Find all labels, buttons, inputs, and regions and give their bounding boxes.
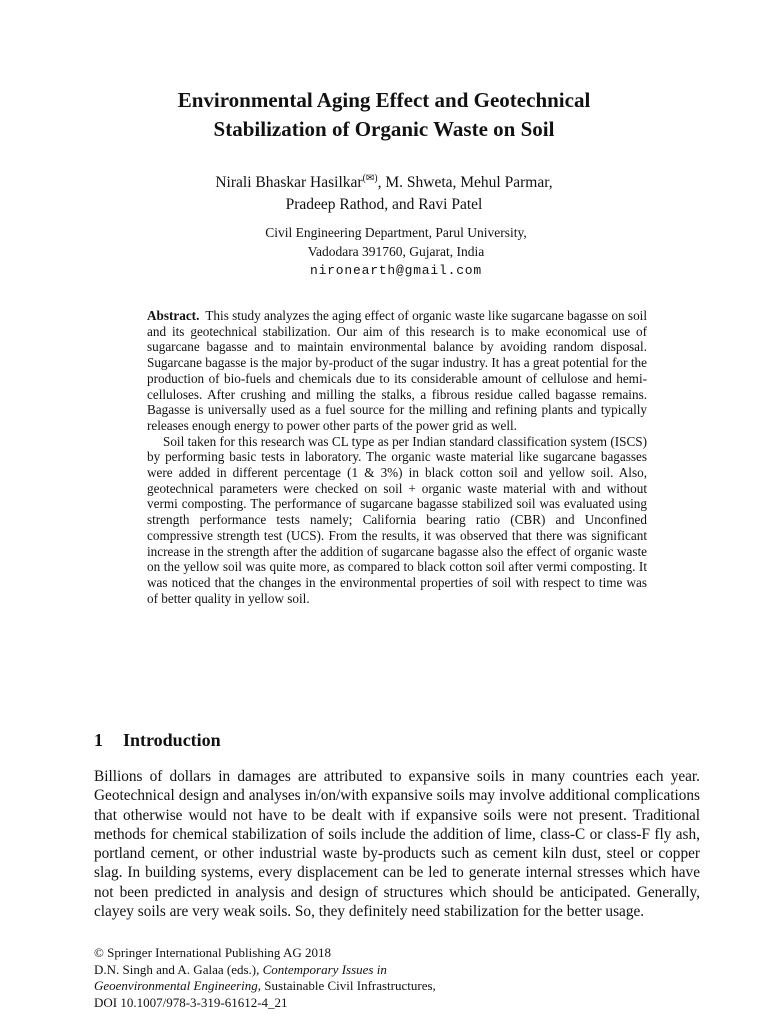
editors-line [94, 962, 436, 979]
authors-line-1-rest: , M. Shweta, Mehul Parmar, [377, 174, 553, 191]
book-series-line [94, 978, 436, 995]
abstract-label: Abstract. [147, 308, 200, 323]
publication-footer [94, 945, 436, 1011]
affiliation-line-1: Civil Engineering Department, Parul University, [265, 225, 527, 240]
author-list [0, 172, 768, 216]
authors-line-2: Pradeep Rathod, and Ravi Patel [285, 196, 483, 213]
editors: D.N. Singh and A. Galaa (eds.), [94, 961, 260, 977]
section-title: Introduction [123, 730, 221, 750]
abstract-paragraph-2: Soil taken for this research was CL type as per Indian standard classification system (ISCS) by performing basic tests in laboratory. The organic waste material like sugarcane bagasses were added in different percentage (1 & 3%) in black cotton soil and yellow soil. Also, geotechnical parameters were checked on soil + organic waste material with and without vermi composting. The performance of sugarcane bagasse stabilized soil was evaluated using strength performance tests namely; California bearing ratio (CBR) and Unconfined compressive strength test (UCS). From the results, it was observed that there was significant increase in the strength after the addition of sugarcane bagasse also the effect of organic waste on the yellow soil was quite more, as compared to black cotton soil after vermi composting. It was noticed that the changes in the environmental properties of soil with respect to time was of better quality in yellow soil. [147, 433, 647, 606]
title-line-1: Environmental Aging Effect and Geotechnical [177, 88, 591, 112]
authors-line-1 [0, 172, 768, 194]
abstract [147, 308, 647, 606]
abstract-paragraph-1-text: This study analyzes the aging effect of organic waste like sugarcane bagasse on soil and its geotechnical stabilization. Our aim of this research is to make economical use of sugarcane bagasse and to maintain environmental balance by avoiding random disposal. Sugarcane bagasse is the major by-product of the sugar industry. It has a great potential for the production of bio-fuels and chemicals due to its considerable amount of cellulose and hemi-celluloses. After crushing and milling the stalks, a fibrous residue called bagasse remains. Bagasse is universally used as a fuel source for the milling and refining plants and typically releases enough energy to power other parts of the power grid as well. [147, 308, 647, 433]
affiliation [0, 223, 768, 280]
book-title-part-1: Contemporary Issues in [262, 961, 387, 977]
abstract-paragraph-1 [147, 308, 647, 434]
book-title-part-2: Geoenvironmental Engineering [94, 978, 258, 993]
introduction-paragraph: Billions of dollars in damages are attributed to expansive soils in many countries each year. Geotechnical design and analyses in/on/with expansive soils may involve additional complications that otherwise would not have to be dealt with if expansive soils were not present. Traditional methods for chemical stabilization of soils include the addition of lime, class-C or class-F fly ash, portland cement, or other industrial waste by-products such as cement kiln dust, steel or copper slag. In building systems, every displacement can be led to generate internal stresses which have not been predicted in analysis and design of structures which should be anticipated. Generally, clayey soils are very weak soils. So, they definitely need stabilization for the better usage. [94, 768, 700, 921]
series-name: , Sustainable Civil Infrastructures, [257, 978, 436, 993]
section-heading [94, 729, 221, 751]
mail-icon: (✉) [362, 172, 378, 184]
author-email: nironearth@gmail.com [309, 263, 483, 278]
paper-title [0, 86, 768, 144]
copyright-line: © Springer International Publishing AG 2018 [94, 945, 331, 960]
corresponding-author: Nirali Bhaskar Hasilkar [215, 174, 363, 191]
affiliation-line-2: Vadodara 391760, Gujarat, India [307, 244, 485, 259]
doi-line: DOI 10.1007/978-3-319-61612-4_21 [94, 994, 288, 1010]
section-number: 1 [94, 730, 103, 750]
title-line-2: Stabilization of Organic Waste on Soil [213, 117, 555, 141]
